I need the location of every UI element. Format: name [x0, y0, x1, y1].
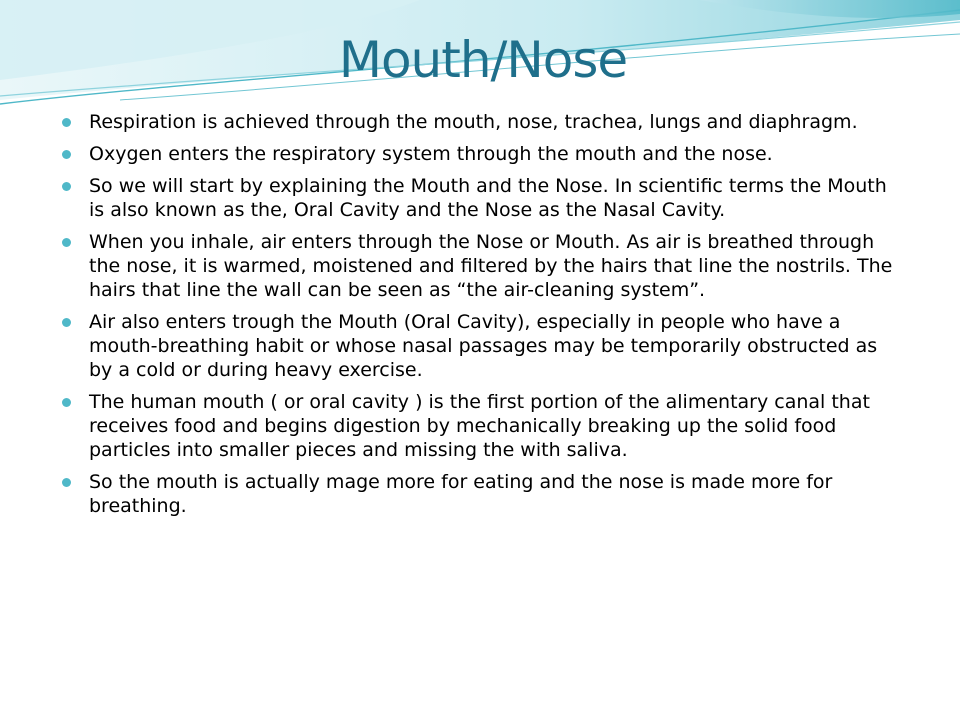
bullet-text: So the mouth is actually mage more for eating and the nose is made more for breathing. — [89, 471, 833, 517]
bullet-item — [62, 174, 902, 222]
bullet-dot-icon — [62, 398, 71, 407]
bullet-item — [62, 310, 902, 382]
bullet-dot-icon — [62, 238, 71, 247]
bullet-dot-icon — [62, 118, 71, 127]
bullet-item — [62, 390, 902, 462]
bullet-dot-icon — [62, 182, 71, 191]
bullet-text: Air also enters trough the Mouth (Oral Cavity), especially in people who have a mouth-breathing habit or whose nasal passages may be temporarily obstructed as by a cold or during heavy exercise. — [89, 311, 878, 381]
bullet-dot-icon — [62, 478, 71, 487]
bullet-item — [62, 142, 902, 166]
bullet-text: Oxygen enters the respiratory system through the mouth and the nose. — [89, 143, 773, 165]
slide-title: Mouth/Nose — [338, 31, 628, 89]
bullet-list — [62, 110, 902, 526]
bullet-text: The human mouth ( or oral cavity ) is the first portion of the alimentary canal that receives food and begins digestion by mechanically breaking up the solid food particles into smaller pieces and missing the with saliva. — [89, 391, 870, 461]
bullet-item — [62, 230, 902, 302]
bullet-dot-icon — [62, 318, 71, 327]
bullet-text: So we will start by explaining the Mouth and the Nose. In scientific terms the Mouth is also known as the, Oral Cavity and the Nose as the Nasal Cavity. — [89, 175, 887, 221]
bullet-text: When you inhale, air enters through the Nose or Mouth. As air is breathed through the nose, it is warmed, moistened and filtered by the hairs that line the nostrils. The hairs that line the wall can be seen as “the air-cleaning system”. — [89, 231, 893, 301]
bullet-item — [62, 470, 902, 518]
bullet-text: Respiration is achieved through the mouth, nose, trachea, lungs and diaphragm. — [89, 111, 858, 133]
bullet-dot-icon — [62, 150, 71, 159]
bullet-item — [62, 110, 902, 134]
